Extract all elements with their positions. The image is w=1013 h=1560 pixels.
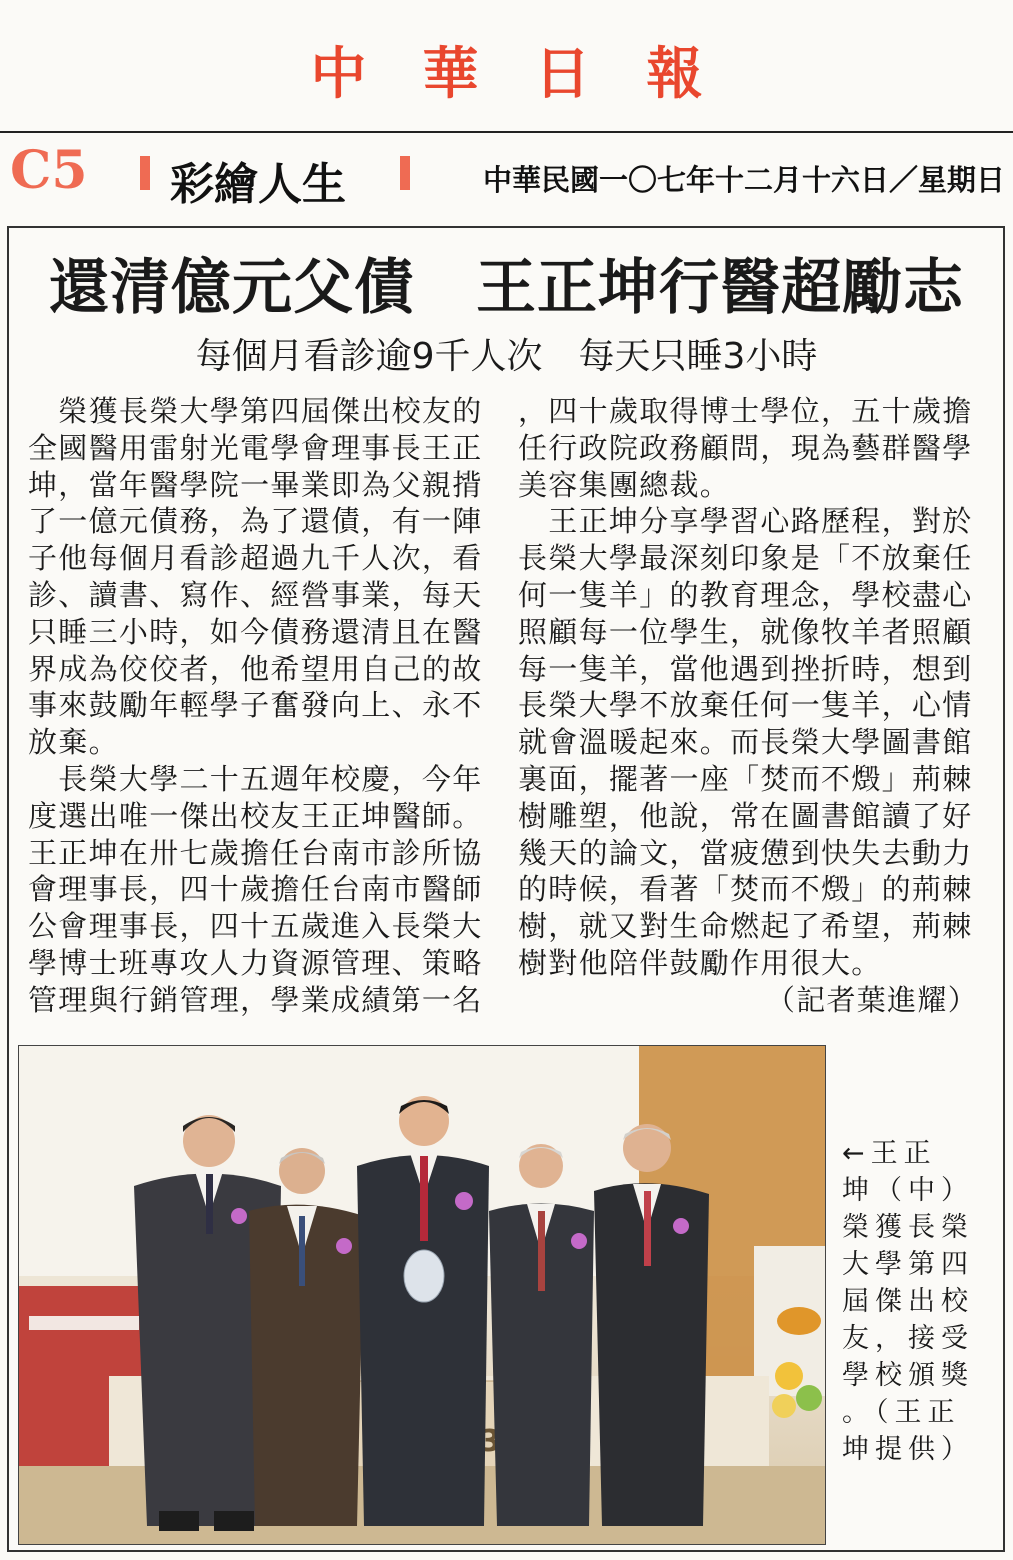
article-text-line: 每一隻羊，當他遇到挫折時，想到 [518,651,973,686]
article-text-line: 公會理事長，四十五歲進入長榮大 [28,909,483,944]
article-column-right [518,393,988,1019]
byline: （記者葉進耀） [765,982,978,1017]
caption-line: 坤（中） [842,1175,974,1206]
article-text-line: ，四十歲取得博士學位，五十歲擔 [518,394,973,428]
article-text-line: 度選出唯一傑出校友王正坤醫師。 [28,798,483,833]
article-text-line: 幾天的論文，當疲憊到快失去動力 [518,835,973,870]
article-text-line: 管理與行銷管理，學業成績第一名 [28,982,483,1017]
article-text-line: 事來鼓勵年輕學子奮發向上、永不 [28,688,483,723]
article-text-line: 照顧每一位學生，就像牧羊者照顧 [518,614,973,649]
photo-caption [842,1135,990,1468]
section-name: 彩繪人生 [170,159,346,210]
issue-date: 中華民國一〇七年十二月十六日／星期日 [482,163,1005,197]
caption-line: 學校頒獎 [842,1360,974,1391]
article-text-line: 裏面，擺著一座「焚而不燬」荊棘 [518,761,973,796]
caption-line: 屆傑出校 [842,1286,974,1317]
article-text-line: 何一隻羊」的教育理念，學校盡心 [518,577,973,612]
article-text-line: 坤，當年醫學院一畢業即為父親揹 [28,467,483,502]
caption-line: ←王正 [842,1138,937,1169]
article-text-line: 美容集團總裁。 [518,467,731,502]
article-text-line: 只睡三小時，如今債務還清且在醫 [28,614,483,649]
subhead: 每個月看診逾9千人次 每天只睡3小時 [195,336,818,377]
masthead [0,0,1013,132]
article-text-line: 的時候，看著「焚而不燬」的荊棘 [518,872,973,907]
article-text-line: 長榮大學二十五週年校慶，今年 [28,761,483,796]
person-3-honoree [357,1096,489,1526]
article-text-line: 任行政院政務顧問，現為藝群醫學 [518,430,973,465]
paper-name: 中華日報 [310,41,759,107]
article-text-line: 就會溫暖起來。而長榮大學圖書館 [518,725,973,760]
article-text-line: 學博士班專攻人力資源管理、策略 [28,945,483,980]
headline: 還清億元父債 王正坤行醫超勵志 [49,253,964,323]
page-number: C5 [10,140,88,201]
section-bar [0,138,1013,208]
article-text-line: 子他每個月看診超過九千人次，看 [28,541,483,576]
section-marker-right [400,156,410,190]
article-text-line: 樹，就又對生命燃起了希望，荊棘 [518,909,973,944]
section-marker-left [140,156,150,190]
article-text-line: 王正坤分享學習心路歷程，對於 [518,504,973,539]
article-text-line: 長榮大學最深刻印象是「不放棄任 [518,541,973,576]
article-column-left [28,393,498,1019]
caption-line: 。（王正 [842,1397,961,1428]
caption-line: 大學第四 [842,1249,974,1280]
article-text-line: 樹雕塑，他說，常在圖書館讀了好 [518,798,973,833]
article-text-line: 會理事長，四十歲擔任台南市醫師 [28,872,483,907]
article-text-line: 了一億元債務，為了還債，有一陣 [28,504,483,539]
article-text-line: 放棄。 [28,725,119,760]
article-text-line: 界成為佼佼者，他希望用自己的故 [28,651,483,686]
article-text-line: 長榮大學不放棄任何一隻羊，心情 [518,688,973,723]
article-text-line: 王正坤在卅七歲擔任台南市診所協 [28,835,483,870]
caption-line: 榮獲長榮 [842,1212,974,1243]
article-photo [18,1045,826,1545]
masthead-rule [0,131,1013,133]
caption-line: 友，接受 [842,1323,974,1354]
photo-illustration [19,1046,826,1545]
article-text-line: 全國醫用雷射光電學會理事長王正 [28,430,483,465]
caption-line: 坤提供） [842,1434,974,1465]
article-text-line: 樹對他陪伴鼓勵作用很大。 [518,945,882,980]
article-text-line: 榮獲長榮大學第四屆傑出校友的 [28,394,483,428]
article-text-line: 診、讀書、寫作、經營事業，每天 [28,577,483,612]
